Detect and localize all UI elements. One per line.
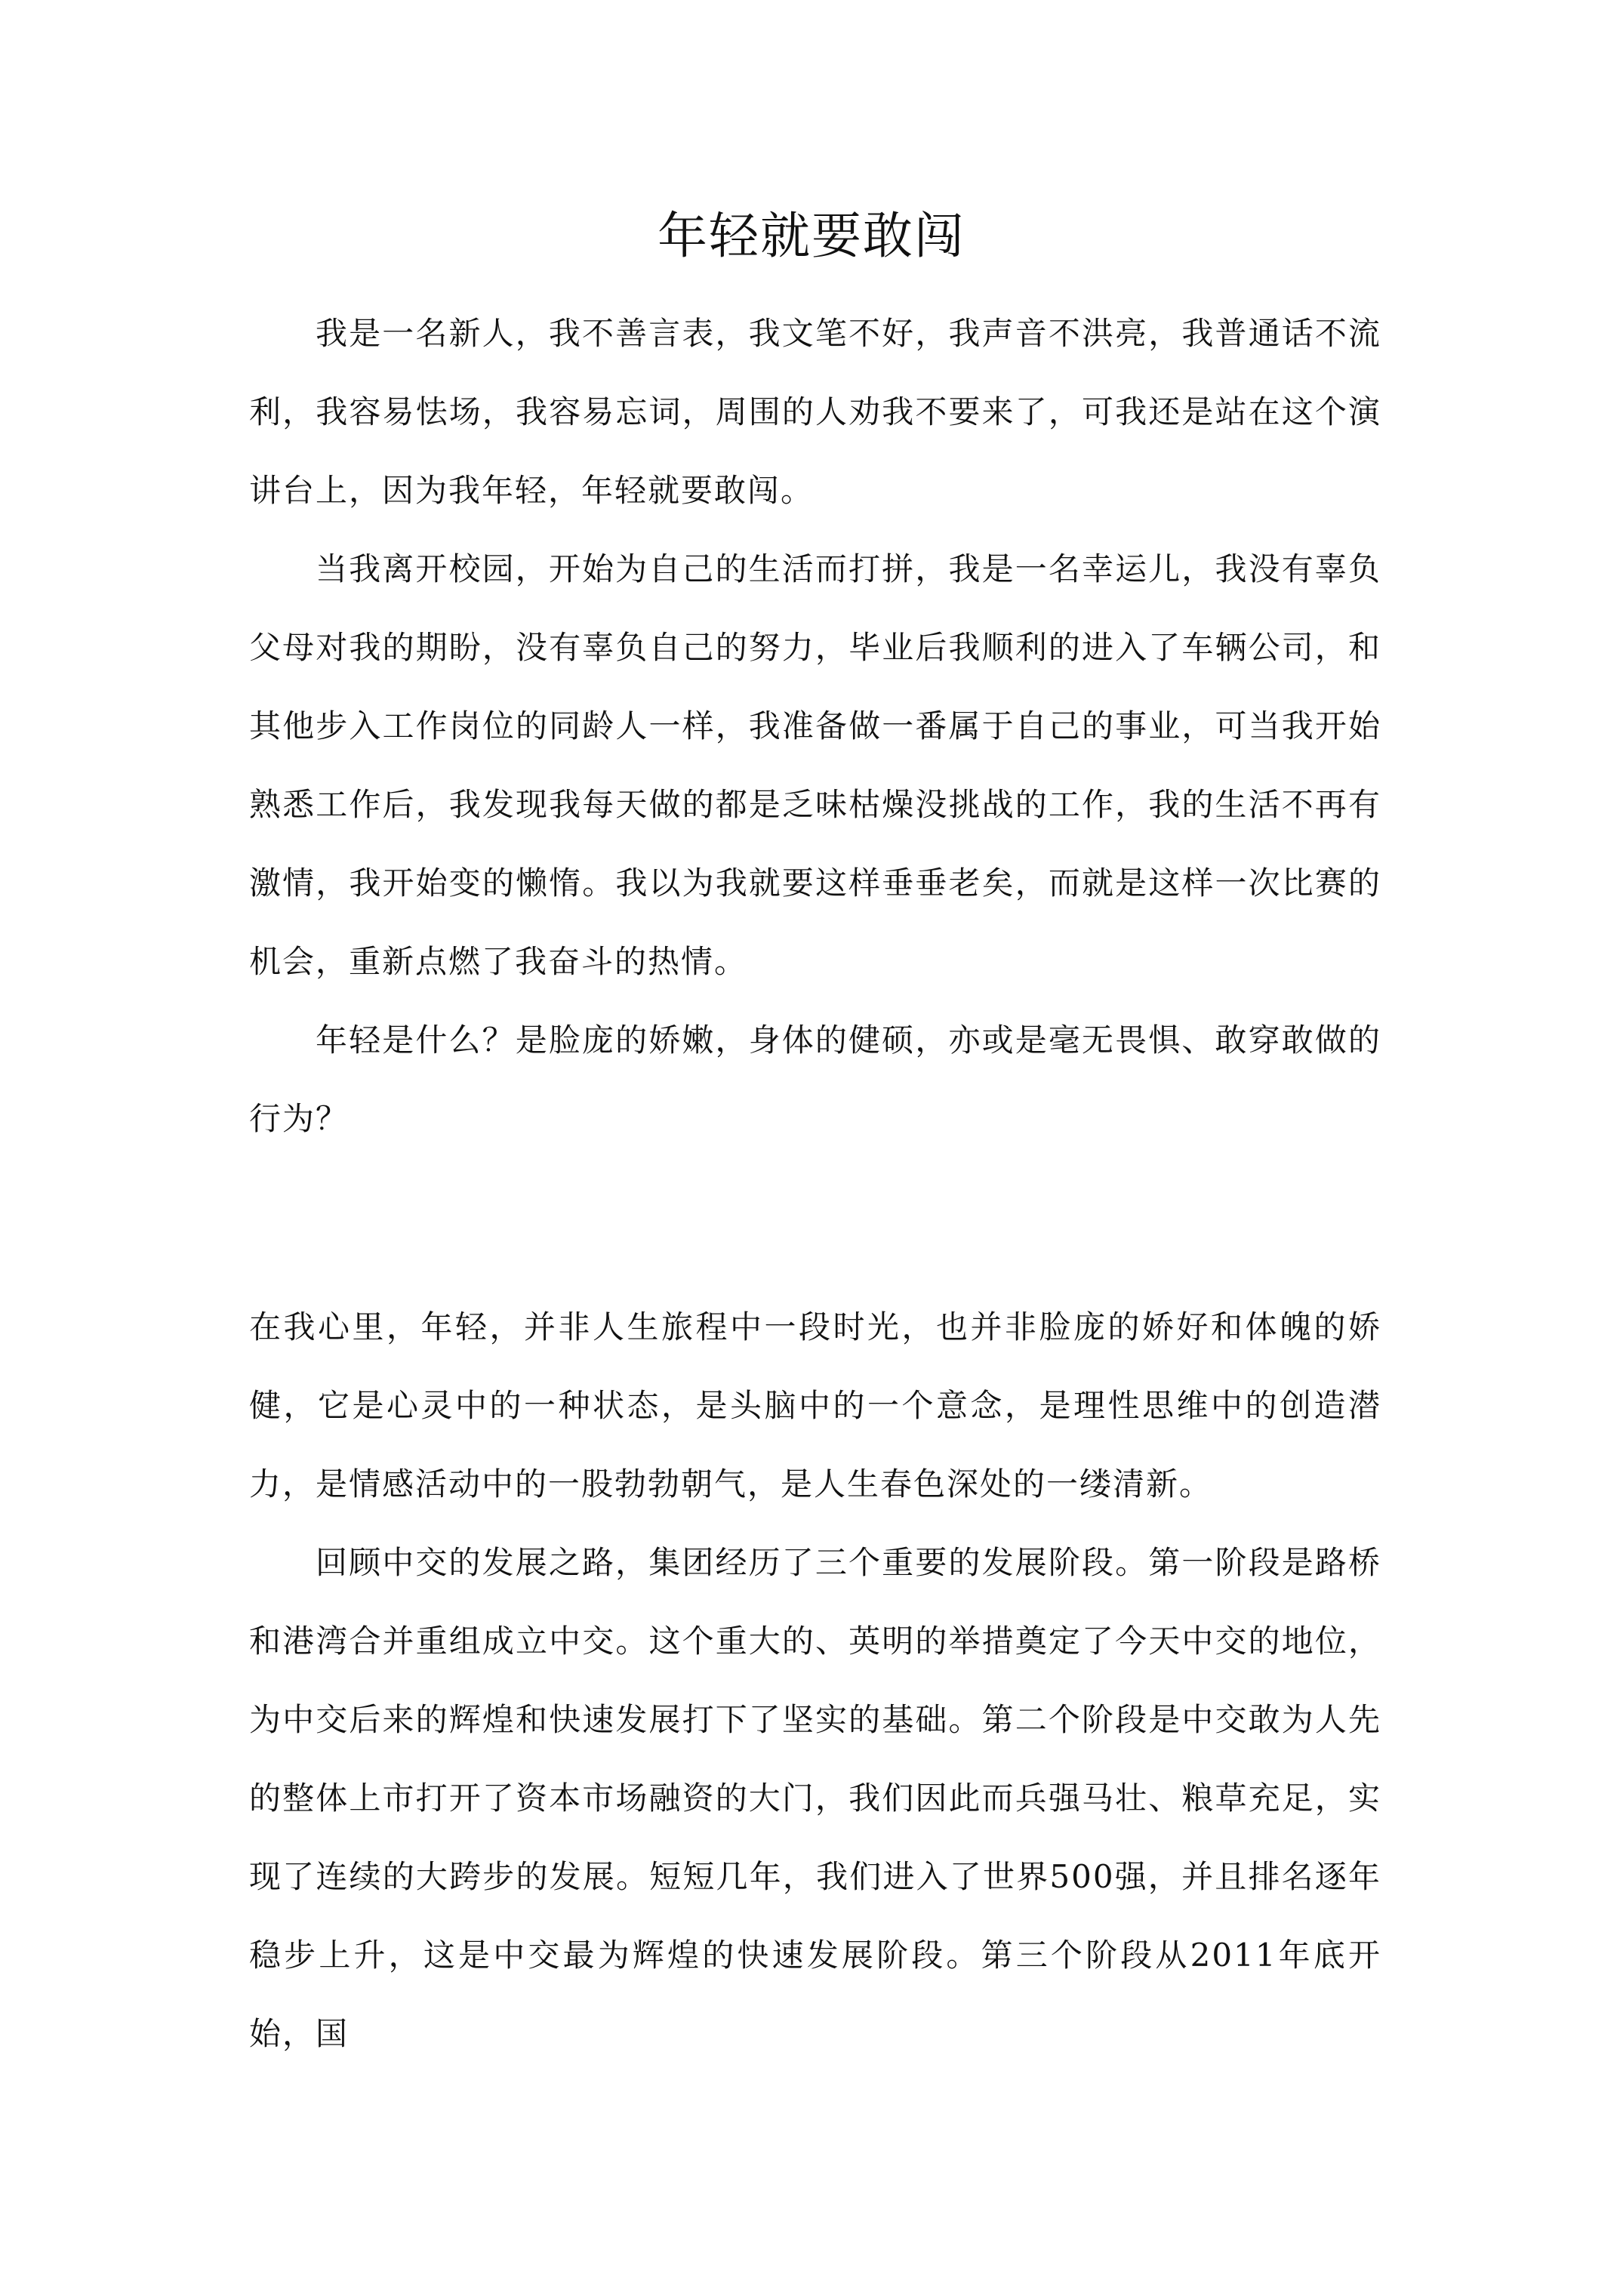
paragraph-4: 在我心里，年轻，并非人生旅程中一段时光，也并非脸庞的娇好和体魄的娇健，它是心灵中的一种状态，是头脑中的一个意念，是理性思维中的创造潜力，是情感活动中的一股勃勃朝气，是人生春色深处的一缕清新。 bbox=[249, 1308, 1381, 1502]
paragraph-3: 年轻是什么？是脸庞的娇嫩，身体的健硕，亦或是毫无畏惧、敢穿敢做的行为？ bbox=[249, 1022, 1381, 1137]
document-body bbox=[249, 294, 1381, 2073]
document-title: 年轻就要敢闯 bbox=[658, 207, 965, 265]
paragraph-5: 回顾中交的发展之路，集团经历了三个重要的发展阶段。第一阶段是路桥和港湾合并重组成立中交。这个重大的、英明的举措奠定了今天中交的地位，为中交后来的辉煌和快速发展打下了坚实的基础。第二个阶段是中交敢为人先的整体上市打开了资本市场融资的大门，我们因此而兵强马壮、粮草充足，实现了连续的大跨步的发展。短短几年，我们进入了世界500强，并且排名逐年稳步上升，这是中交最为辉煌的快速发展阶段。第三个阶段从2011年底开始，国 bbox=[249, 1544, 1381, 2052]
paragraph-1: 我是一名新人，我不善言表，我文笔不好，我声音不洪亮，我普通话不流利，我容易怯场，我容易忘词，周围的人劝我不要来了，可我还是站在这个演讲台上，因为我年轻，年轻就要敢闯。 bbox=[249, 315, 1381, 509]
paragraph-gap bbox=[249, 1158, 1381, 1288]
paragraph-2: 当我离开校园，开始为自己的生活而打拼，我是一名幸运儿，我没有辜负父母对我的期盼，没有辜负自己的努力，毕业后我顺利的进入了车辆公司，和其他步入工作岗位的同龄人一样，我准备做一番属于自己的事业，可当我开始熟悉工作后，我发现我每天做的都是乏味枯燥没挑战的工作，我的生活不再有激情，我开始变的懒惰。我以为我就要这样垂垂老矣，而就是这样一次比赛的机会，重新点燃了我奋斗的热情。 bbox=[249, 550, 1381, 980]
